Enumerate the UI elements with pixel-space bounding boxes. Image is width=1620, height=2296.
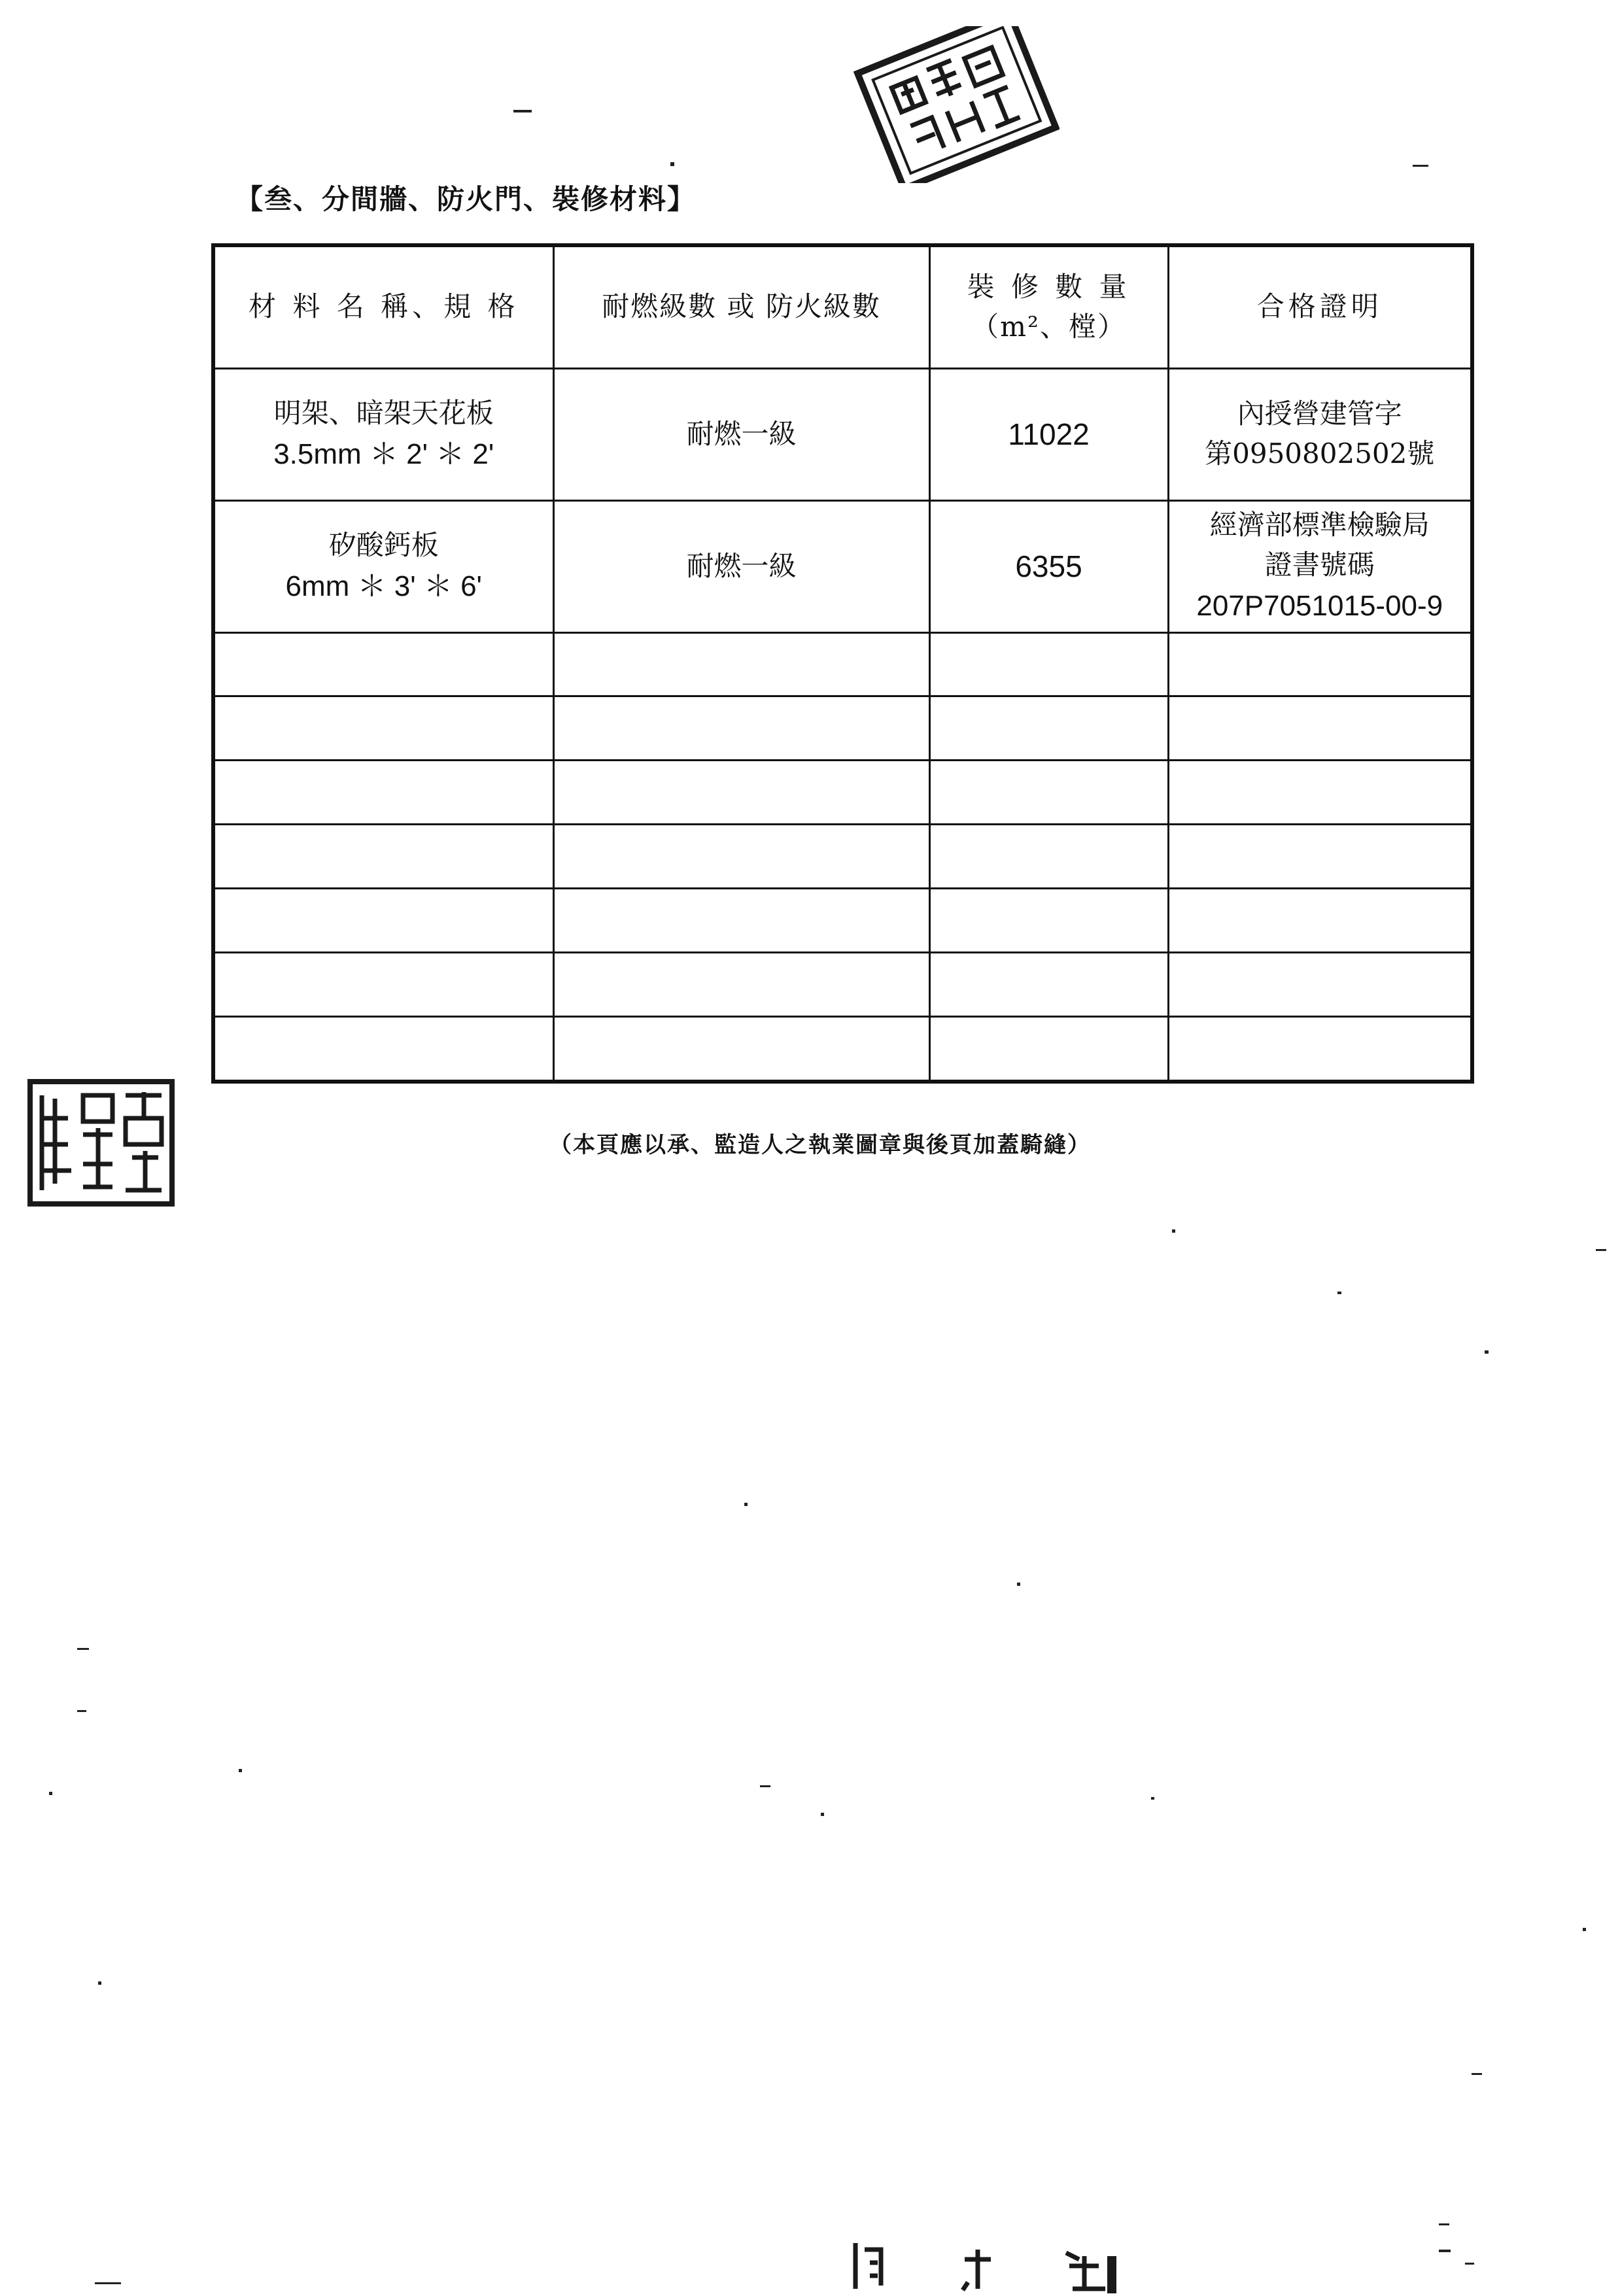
materials-table xyxy=(211,243,1474,1084)
blank-row xyxy=(213,1016,1472,1082)
blank-cell xyxy=(553,632,929,696)
material-spec: 3.5mm ＊ 2' ＊ 2' xyxy=(273,437,494,470)
blank-cell xyxy=(213,632,553,696)
certificate-cell xyxy=(1168,500,1472,632)
scan-dash xyxy=(95,2282,121,2284)
scan-dash xyxy=(77,1648,89,1650)
blank-cell xyxy=(929,632,1168,696)
scan-dot xyxy=(1337,1292,1341,1294)
blank-row xyxy=(213,889,1472,953)
scan-dash xyxy=(760,1785,770,1787)
scan-dot xyxy=(1172,1229,1175,1233)
blank-row xyxy=(213,632,1472,696)
certificate-line: 207P7051015-00-9 xyxy=(1196,590,1443,623)
header-certificate: 合格證明 xyxy=(1168,245,1472,368)
blank-cell xyxy=(213,696,553,761)
blank-row xyxy=(213,825,1472,889)
scan-dash xyxy=(1596,1249,1606,1251)
scan-dot xyxy=(1017,1583,1020,1586)
scan-dot xyxy=(98,1981,101,1985)
table-row xyxy=(213,500,1472,632)
blank-cell xyxy=(929,696,1168,761)
certificate-line: 經濟部標準檢驗局 xyxy=(1209,509,1430,541)
scan-dot xyxy=(1151,1797,1154,1800)
scan-dot xyxy=(670,162,674,166)
blank-cell xyxy=(929,953,1168,1017)
fire-grade-cell: 耐燃一級 xyxy=(553,500,929,632)
blank-cell xyxy=(213,953,553,1017)
certificate-cell xyxy=(1168,368,1472,500)
blank-cell xyxy=(1168,632,1472,696)
certificate-line: 證書號碼 xyxy=(1264,549,1375,581)
header-fire-grade: 耐燃級數 或 防火級數 xyxy=(553,245,929,368)
blank-cell xyxy=(929,761,1168,825)
scan-dash xyxy=(1439,2250,1451,2252)
blank-cell xyxy=(213,761,553,825)
section-title: 【叁、分間牆、防火門、裝修材料】 xyxy=(235,183,697,215)
architect-seal-stamp xyxy=(27,1079,175,1207)
header-quantity-unit: （m²、樘） xyxy=(971,310,1126,343)
blank-cell xyxy=(1168,889,1472,953)
scan-dot xyxy=(1485,1350,1489,1354)
scan-dot xyxy=(744,1503,748,1506)
scan-dot xyxy=(821,1813,824,1816)
blank-cell xyxy=(929,825,1168,889)
scan-dash xyxy=(513,110,532,112)
blank-cell xyxy=(553,825,929,889)
blank-row xyxy=(213,953,1472,1017)
scan-dash xyxy=(1472,2073,1482,2075)
blank-cell xyxy=(553,953,929,1017)
blank-cell xyxy=(929,1016,1168,1082)
footer-note: （本頁應以承、監造人之執業圖章與後頁加蓋騎縫） xyxy=(549,1132,1091,1158)
official-seal-stamp-top xyxy=(850,26,1060,183)
header-quantity-title: 裝 修 數 量 xyxy=(967,270,1131,303)
blank-cell xyxy=(213,1016,553,1082)
quantity-cell: 6355 xyxy=(929,500,1168,632)
scan-dash xyxy=(1465,2263,1474,2265)
bottom-seal-stamp-partial xyxy=(850,2236,1125,2293)
table-header-row xyxy=(213,245,1472,368)
blank-cell xyxy=(1168,1016,1472,1082)
blank-row xyxy=(213,761,1472,825)
quantity-cell: 11022 xyxy=(929,368,1168,500)
scan-dash xyxy=(1439,2223,1449,2225)
certificate-line: 第0950802502號 xyxy=(1205,437,1435,470)
certificate-line: 內授營建管字 xyxy=(1237,398,1402,430)
scan-dot xyxy=(239,1769,242,1772)
material-cell xyxy=(213,500,553,632)
blank-cell xyxy=(213,889,553,953)
blank-cell xyxy=(1168,825,1472,889)
scan-dash xyxy=(1413,165,1428,167)
table-row xyxy=(213,368,1472,500)
blank-row xyxy=(213,696,1472,761)
scan-dot xyxy=(1583,1928,1586,1931)
material-spec: 6mm ＊ 3' ＊ 6' xyxy=(285,570,482,602)
header-quantity xyxy=(929,245,1168,368)
blank-cell xyxy=(1168,696,1472,761)
header-material-name: 材 料 名 稱、規 格 xyxy=(213,245,553,368)
blank-cell xyxy=(553,761,929,825)
blank-cell xyxy=(553,1016,929,1082)
fire-grade-cell: 耐燃一級 xyxy=(553,368,929,500)
blank-cell xyxy=(1168,953,1472,1017)
blank-cell xyxy=(213,825,553,889)
scan-dash xyxy=(77,1710,86,1712)
material-name: 矽酸鈣板 xyxy=(328,528,439,561)
blank-cell xyxy=(1168,761,1472,825)
blank-cell xyxy=(929,889,1168,953)
material-name: 明架、暗架天花板 xyxy=(273,396,494,429)
blank-cell xyxy=(553,889,929,953)
material-cell xyxy=(213,368,553,500)
blank-cell xyxy=(553,696,929,761)
scan-dot xyxy=(49,1792,52,1795)
